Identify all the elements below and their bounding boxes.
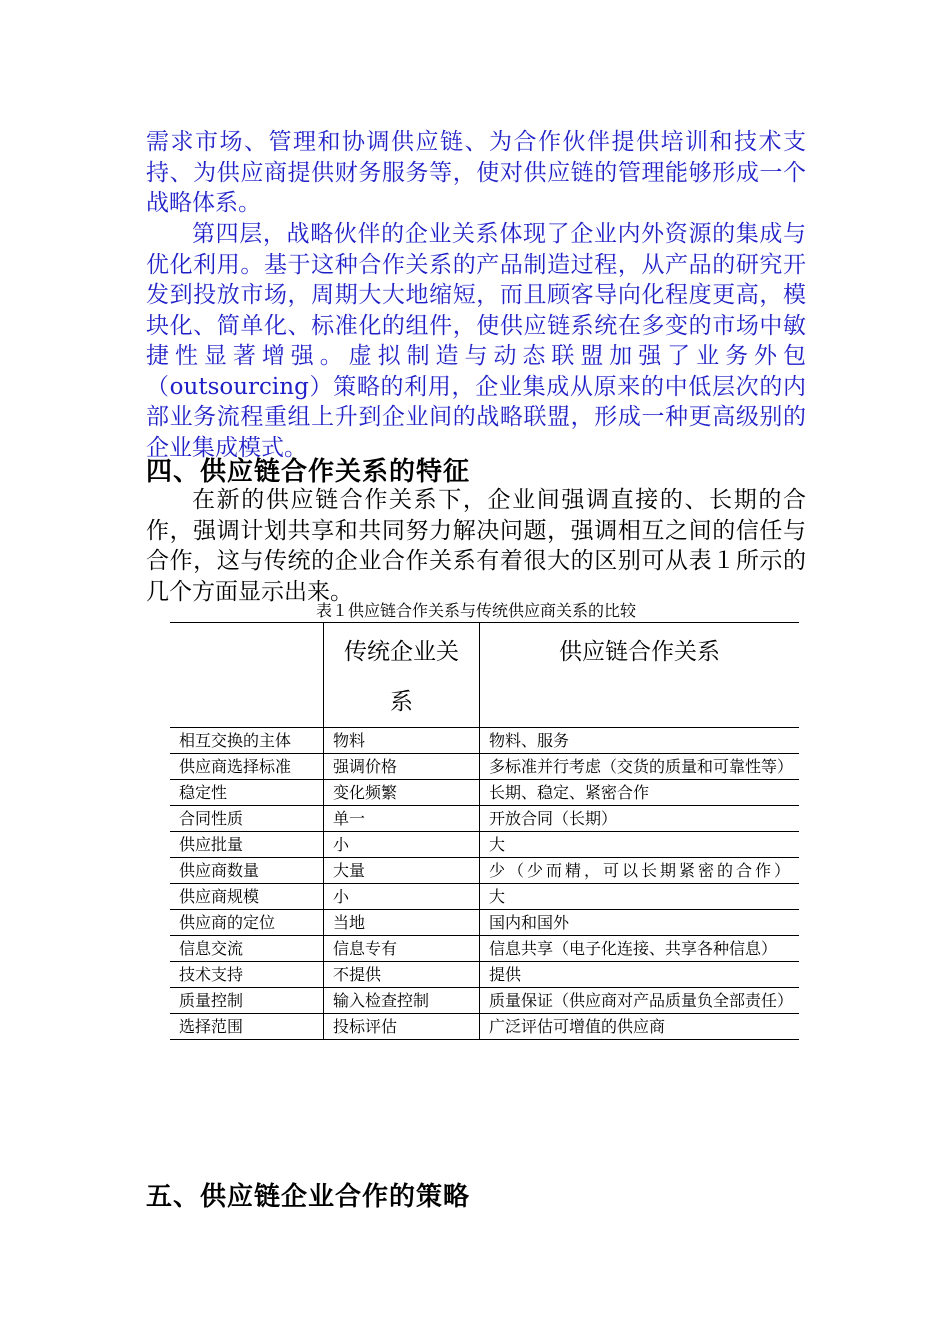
table-header-cell: 供应链合作关系 — [480, 623, 800, 728]
table-cell: 技术支持 — [170, 962, 324, 988]
table-row — [170, 962, 799, 988]
table-cell: 信息交流 — [170, 936, 324, 962]
table-cell: 小 — [324, 884, 480, 910]
table-header-cell: 传统企业关系 — [324, 623, 480, 728]
table-cell: 变化频繁 — [324, 780, 480, 806]
table-row — [170, 884, 799, 910]
paragraph-fourth-layer: 第四层，战略伙伴的企业关系体现了企业内外资源的集成与优化利用。基于这种合作关系的产品制造过程，从产品的研究开发到投放市场，周期大大地缩短，而且顾客导向化程度更高，模块化、简单化、标准化的组件，使供应链系统在多变的市场中敏捷性显著增强。虚拟制造与动态联盟加强了业务外包（outsourcing）策略的利用，企业集成从原来的中低层次的内部业务流程重组上升到企业间的战略联盟，形成一种更高级别的企业集成模式。 — [146, 221, 806, 461]
table-cell: 投标评估 — [324, 1014, 480, 1040]
paragraph-strategy-system: 需求市场、管理和协调供应链、为合作伙伴提供培训和技术支持、为供应商提供财务服务等，使对供应链的管理能够形成一个战略体系。 — [146, 129, 806, 216]
section-heading-five: 五、供应链企业合作的策略 — [146, 1182, 471, 1212]
table-cell: 物料、服务 — [480, 728, 800, 754]
table-cell: 大 — [480, 832, 800, 858]
table-cell: 物料 — [324, 728, 480, 754]
table-cell: 供应商的定位 — [170, 910, 324, 936]
table-row — [170, 754, 799, 780]
table-cell: 合同性质 — [170, 806, 324, 832]
table-cell: 长期、稳定、紧密合作 — [480, 780, 800, 806]
table-cell: 质量控制 — [170, 988, 324, 1014]
table-cell: 供应商规模 — [170, 884, 324, 910]
table-header-row — [170, 623, 799, 728]
table-cell: 不提供 — [324, 962, 480, 988]
table-cell: 当地 — [324, 910, 480, 936]
table-cell: 多标准并行考虑（交货的质量和可靠性等） — [480, 754, 800, 780]
table-cell: 信息共享（电子化连接、共享各种信息） — [480, 936, 800, 962]
table-cell: 质量保证（供应商对产品质量负全部责任） — [480, 988, 800, 1014]
paragraph-new-relationship: 在新的供应链合作关系下，企业间强调直接的、长期的合作，强调计划共享和共同努力解决问题，强调相互之间的信任与合作，这与传统的企业合作关系有着很大的区别可从表１所示的几个方面显示出来。 — [146, 487, 806, 605]
table-cell: 稳定性 — [170, 780, 324, 806]
table-cell: 开放合同（长期） — [480, 806, 800, 832]
table-header-cell — [170, 623, 324, 728]
table-row — [170, 806, 799, 832]
table-cell: 大 — [480, 884, 800, 910]
table-cell: 少（少而精，可以长期紧密的合作） — [480, 858, 800, 884]
table-cell: 小 — [324, 832, 480, 858]
table-row — [170, 1014, 799, 1040]
table-cell: 供应商选择标准 — [170, 754, 324, 780]
table-cell: 输入检查控制 — [324, 988, 480, 1014]
table-row — [170, 910, 799, 936]
table-row — [170, 936, 799, 962]
table-cell: 供应批量 — [170, 832, 324, 858]
table-row — [170, 832, 799, 858]
table-cell: 供应商数量 — [170, 858, 324, 884]
table-cell: 信息专有 — [324, 936, 480, 962]
table-cell: 广泛评估可增值的供应商 — [480, 1014, 800, 1040]
comparison-table — [170, 622, 799, 1040]
table-cell: 强调价格 — [324, 754, 480, 780]
table-cell: 国内和国外 — [480, 910, 800, 936]
table-row — [170, 728, 799, 754]
table-caption: 表１供应链合作关系与传统供应商关系的比较 — [315, 601, 636, 620]
table-row — [170, 780, 799, 806]
table-cell: 相互交换的主体 — [170, 728, 324, 754]
table-cell: 选择范围 — [170, 1014, 324, 1040]
table-cell: 大量 — [324, 858, 480, 884]
table-cell: 单一 — [324, 806, 480, 832]
section-heading-four: 四、供应链合作关系的特征 — [146, 457, 471, 487]
table-row — [170, 988, 799, 1014]
table-cell: 提供 — [480, 962, 800, 988]
table-row — [170, 858, 799, 884]
